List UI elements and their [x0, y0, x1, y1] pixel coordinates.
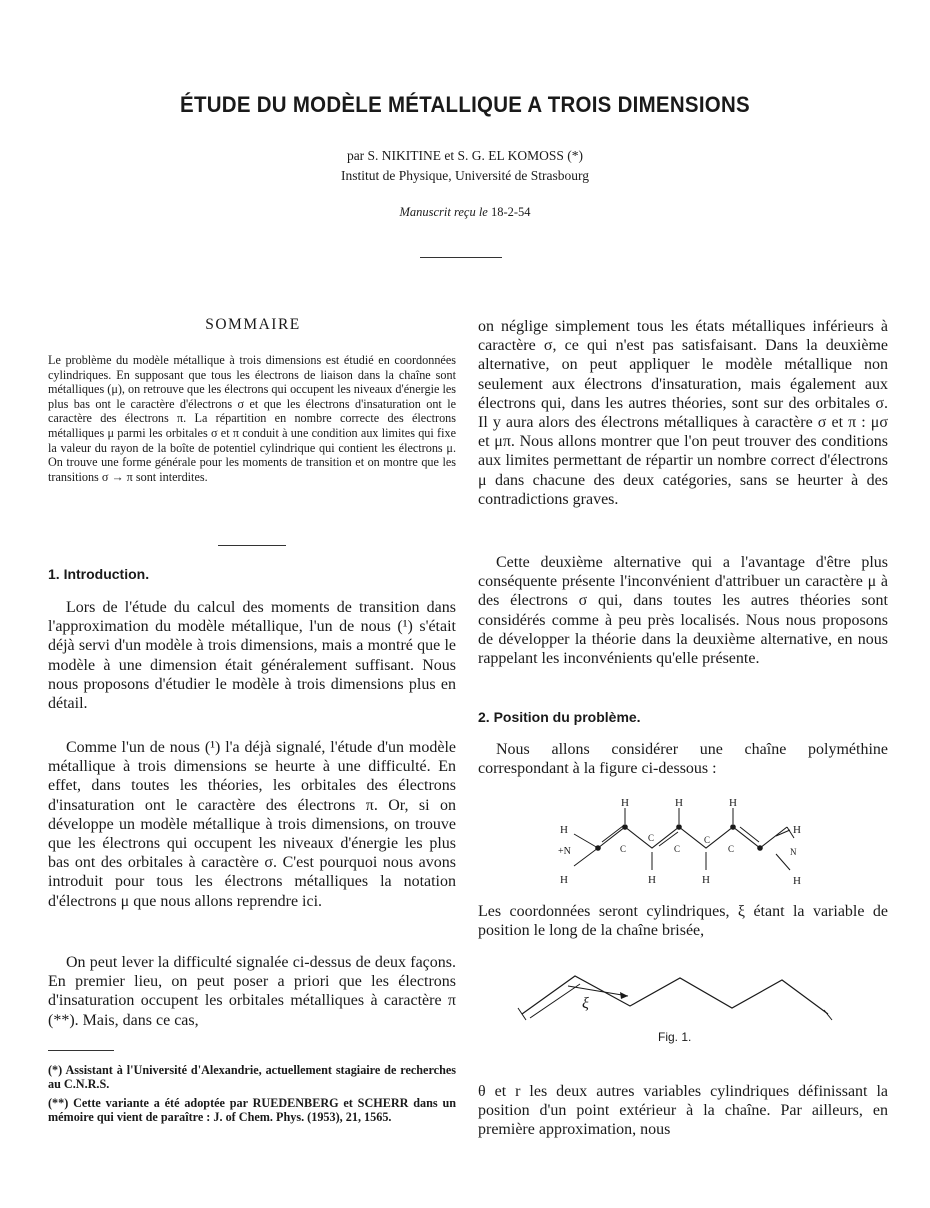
- xi-arrow: [568, 986, 628, 996]
- n-right-bond-down: [776, 854, 790, 870]
- right-paragraph-2: Cette deuxième alternative qui a l'avantage d'être plus conséquente présente l'inconvénient d'attribuer un caractère μ à des électrons σ qui, dans toutes les autres théories sont considérés comme à peu près localisés. Nous nous proposons de développer la théorie dans la deuxième alternative, en nous rappelant les inconvénients qu'elle présente.: [478, 554, 888, 668]
- double-bond-1: [602, 826, 623, 842]
- paper-title: ÉTUDE DU MODÈLE MÉTALLIQUE A TROIS DIMENSIONS: [180, 92, 750, 117]
- authors-line: par S. NIKITINE et S. G. EL KOMOSS (*): [346, 148, 584, 163]
- footnote-divider: [48, 1050, 114, 1051]
- h-label: H: [560, 874, 568, 886]
- h-label: H: [560, 824, 568, 836]
- h-label: H: [675, 797, 683, 809]
- right-paragraph-1: on néglige simplement tous les états métalliques inférieurs à caractère σ, ce qui n'est pas satisfaisant. Dans la deuxième alternative, on peut appliquer le modèle métallique non seulement aux électrons d'insaturation, mais également aux électrons qui, dans les autres théories, sont sur des orbitales σ. Il y aura alors des électrons métalliques à caractère σ et π : μσ et μπ. Nous allons montrer que l'on peut trouver des conditions aux limites permettant de répartir un nombre correct d'électrons μ dans chacune des deux catégories, sans se heurter à des contradictions graves.: [478, 318, 888, 508]
- section2-after-chain: Les coordonnées seront cylindriques, ξ étant la variable de position le long de la chaîne brisée,: [478, 903, 888, 940]
- received-label: Manuscrit reçu le: [399, 205, 488, 219]
- intro-paragraph-3: On peut lever la difficulté signalée ci-dessus de deux façons. En premier lieu, on peut poser a priori que les électrons d'insaturation occupent les orbitales métalliques à caractère π (**). Mais, dans ce cas,: [48, 954, 456, 1029]
- polymethine-chain-diagram: [478, 786, 888, 896]
- atom-dot: [595, 845, 601, 851]
- xi-arrow-head: [620, 992, 628, 999]
- fig1-zigzag: [522, 976, 828, 1014]
- c-label: C: [620, 844, 627, 854]
- summary-divider: [218, 545, 286, 546]
- xi-arrow-line: [530, 984, 580, 1018]
- chain-backbone: [598, 827, 787, 848]
- c-label: C: [648, 833, 655, 843]
- received-date: 18-2-54: [490, 205, 531, 219]
- atom-dot: [676, 824, 682, 830]
- summary-title: SOMMAIRE: [205, 316, 301, 333]
- atom-dot: [730, 824, 736, 830]
- c-label: C: [674, 844, 681, 854]
- atom-dot: [622, 824, 628, 830]
- section2-heading: 2. Position du problème.: [478, 709, 641, 725]
- n-left-bond-up: [574, 834, 598, 848]
- n-right-bond-up: [776, 830, 790, 836]
- h-label: H: [793, 875, 801, 887]
- section2-intro: Nous allons considérer une chaîne polyméthine correspondant à la figure ci-dessous :: [478, 741, 888, 778]
- summary-text: Le problème du modèle métallique à trois dimensions est étudié en coordonnées cylindriques. En supposant que tous les électrons de liaison dans la chaîne sont métalliques (μ), on retrouve que les électrons qui occupent les niveaux d'énergie les plus bas ont le caractère d'électrons σ et que les électrons d'insaturation ont le caractère des électrons π. La répartition en nombre correcte des électrons métalliques μ parmi les orbitales σ et π conduit à une condition aux limites qui fixe la valeur du rayon de la boîte de potentiel cylindrique qui contient les électrons μ. On trouve une forme générale pour les moments de transition et on montre que les transitions σ → π sont interdites.: [48, 353, 456, 484]
- c-label: C: [728, 844, 735, 854]
- n-plus-label: +N: [558, 846, 571, 857]
- c-label: C: [704, 835, 711, 845]
- xi-label: ξ: [582, 995, 589, 1012]
- n-left-bond-down: [574, 848, 598, 866]
- footnote-1: (*) Assistant à l'Université d'Alexandrie, actuellement stagiaire de recherches au C.N.R.S.: [48, 1063, 456, 1092]
- h-label: H: [621, 797, 629, 809]
- footnote-2: (**) Cette variante a été adoptée par RUEDENBERG et SCHERR dans un mémoire qui vient de paraître : J. of Chem. Phys. (1953), 21, 1565.: [48, 1096, 456, 1125]
- figure-caption: Fig. 1.: [658, 1030, 692, 1044]
- n-label: N: [790, 847, 797, 857]
- received-line: [0, 205, 930, 220]
- intro-paragraph-1: Lors de l'étude du calcul des moments de transition dans l'approximation du modèle métallique, l'un de nous (¹) s'était déjà servi d'un modèle à trois dimensions, mais a montré que le modèle à une dimension était généralement suffisant. Nous nous proposons d'étudier le modèle à trois dimensions plus en détail.: [48, 599, 456, 713]
- h-label: H: [648, 874, 656, 886]
- header-divider: [420, 257, 502, 258]
- h-label: H: [702, 874, 710, 886]
- h-label: H: [793, 824, 801, 836]
- institution-line: Institut de Physique, Université de Strasbourg: [341, 168, 589, 183]
- section2-after-figure: θ et r les deux autres variables cylindriques définissant la position d'un point extérieur à la chaîne. Par ailleurs, en première approximation, nous: [478, 1083, 888, 1139]
- intro-paragraph-2: Comme l'un de nous (¹) l'a déjà signalé, l'étude d'un modèle métallique à trois dimensions se heurte à une difficulté. En effet, dans toutes les théories, les orbitales des électrons d'insaturation ont le caractère des électrons π. Or, si on développe un modèle métallique à trois dimensions, on trouve que les électrons qui occupent les niveaux d'énergie les plus bas ont des orbitales à caractère σ. C'est pourquoi nous avons introduit pour tous les électrons métalliques la notation d'électrons μ que nous allons reprendre ici.: [48, 739, 456, 910]
- h-label: H: [729, 797, 737, 809]
- section1-heading: 1. Introduction.: [48, 566, 150, 582]
- atom-dot: [757, 845, 763, 851]
- fig1-end-right: [824, 1010, 832, 1020]
- fig1-end-left: [518, 1008, 526, 1020]
- figure-1: [510, 968, 840, 1028]
